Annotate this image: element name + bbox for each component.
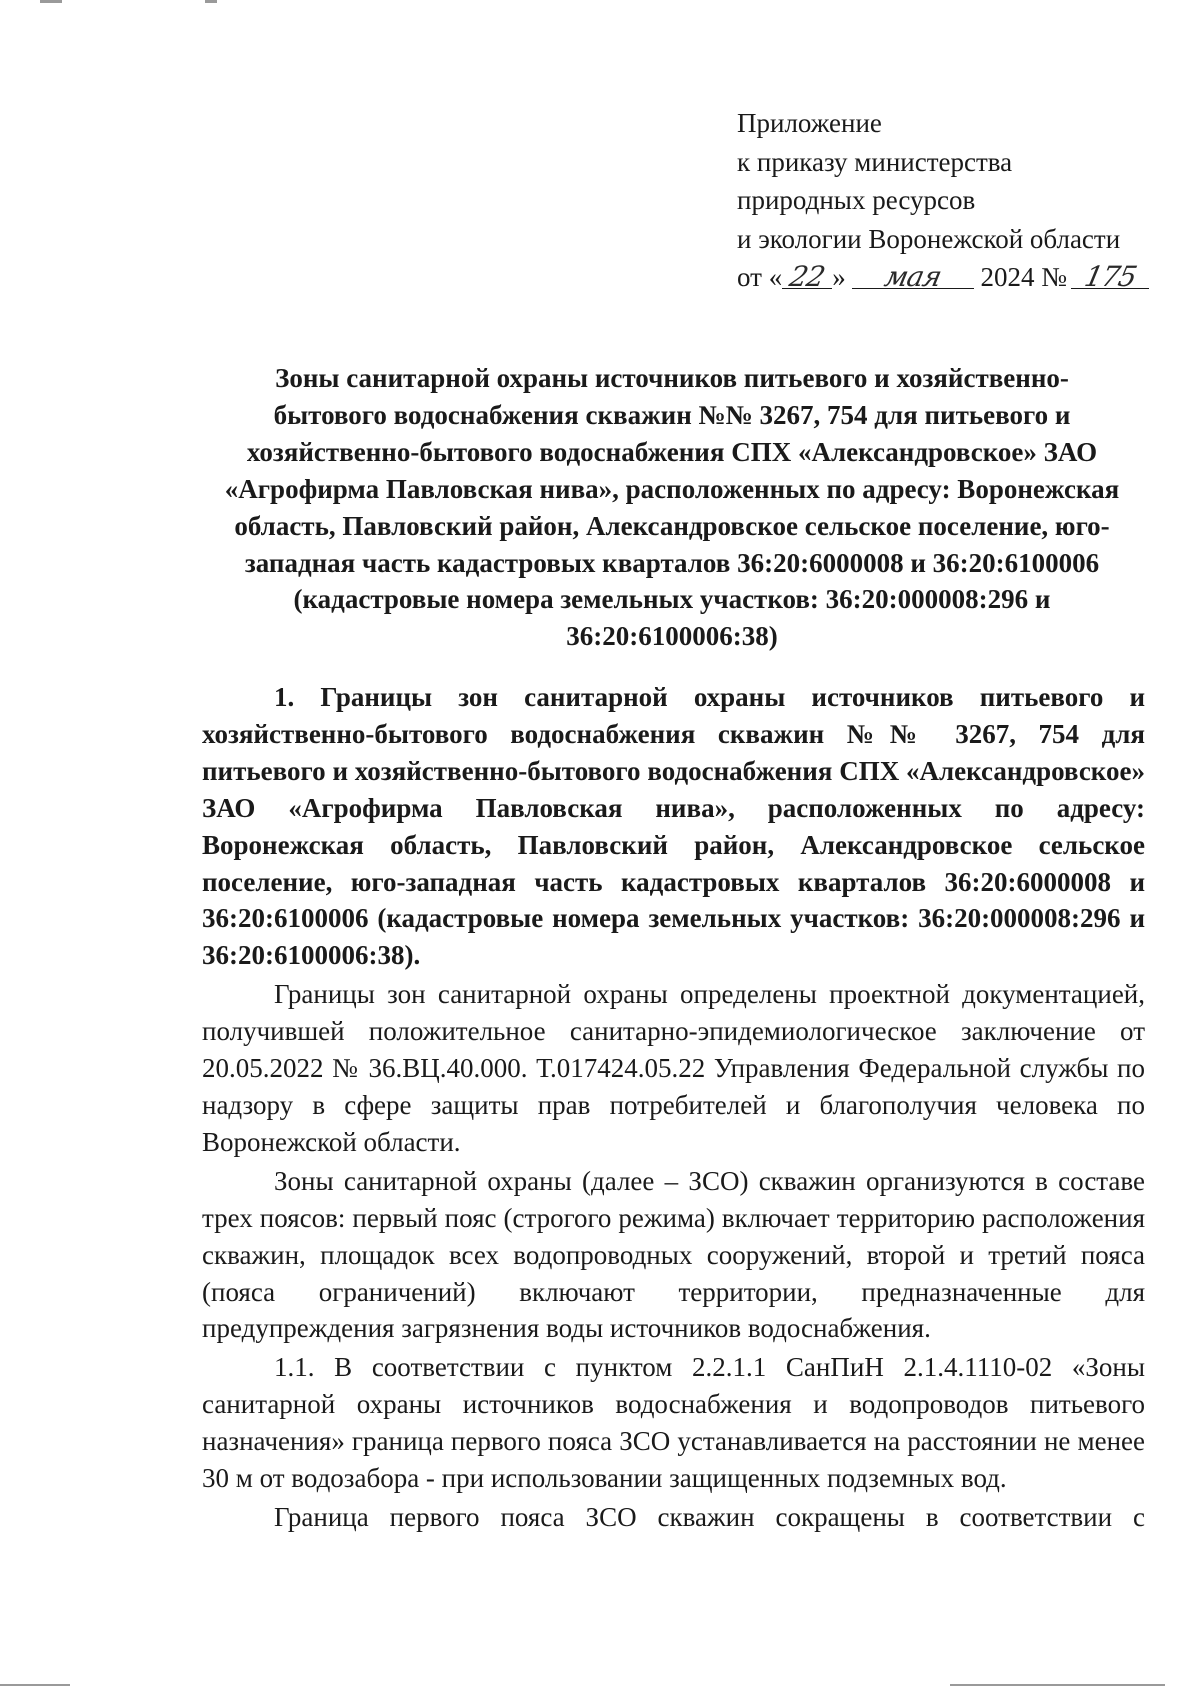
attachment-line: природных ресурсов [737, 185, 976, 215]
scan-artifact-bottom-right [950, 1684, 1165, 1686]
title-line: область, Павловский район, Александровское сельское поселение, юго- [234, 510, 1110, 541]
body-paragraph: 1.1. В соответствии с пунктом 2.2.1.1 СанПиН 2.1.4.1110-02 «Зоны санитарной охраны источников водоснабжения и водопроводов питьевого назначения» граница первого пояса ЗСО устанавливается на расстоянии не менее 30 м от водозабора - при использовании защищенных подземных вод. [202, 1352, 1145, 1494]
scan-artifact-bottom [0, 1684, 70, 1686]
scan-artifact-top-2 [205, 0, 217, 3]
attachment-line: и экологии Воронежской области [737, 223, 1121, 254]
date-day-field [782, 258, 832, 293]
date-year-number-label: 2024 № [980, 262, 1067, 292]
title-line: 36:20:6100006:38) [566, 621, 778, 652]
date-day-close: » [832, 262, 846, 292]
title-line: западная часть кадастровых кварталов 36:20:6000008 и 36:20:6100006 [244, 547, 1100, 578]
date-day-handwritten: 22 [787, 260, 828, 293]
order-date-line [737, 258, 1157, 297]
date-month-field [852, 258, 974, 293]
body-paragraph: Граница первого пояса ЗСО скважин сокращены в соответствии с [274, 1501, 1145, 1532]
attachment-line: Приложение [737, 108, 882, 138]
order-number-field [1071, 258, 1149, 293]
body-paragraph: Границы зон санитарной охраны определены проектной документацией, получившей положительное санитарно-эпидемиологическое заключение от 20.05.2022 № 36.ВЦ.40.000. Т.017424.05.22 Управления Федеральной службы по надзору в сфере защиты прав потребителей и благополучия человека по Воронежской области. [202, 979, 1145, 1157]
title-line: хозяйственно-бытового водоснабжения СПХ «Александровское» ЗАО [246, 436, 1098, 467]
attachment-block [737, 104, 1157, 297]
document-title [196, 360, 1148, 655]
scan-artifact-top [40, 0, 62, 3]
title-line: бытового водоснабжения скважин №№ 3267, 754 для питьевого и [273, 399, 1071, 430]
order-number-handwritten: 175 [1081, 260, 1139, 293]
document-body [202, 679, 1145, 1536]
attachment-line: к приказу министерства [737, 146, 1013, 177]
date-prefix: от « [737, 262, 783, 292]
title-line: Зоны санитарной охраны источников питьевого и хозяйственно- [275, 363, 1069, 393]
body-paragraph: Зоны санитарной охраны (далее – ЗСО) скважин организуются в составе трех поясов: первый пояс (строгого режима) включает территорию расположения скважин, площадок всех водопроводных сооружений, второй и третий пояса (пояса ограничений) включают территории, предназначенные для предупреждения загрязнения воды источников водоснабжения. [202, 1165, 1145, 1344]
section-heading: 1. Границы зон санитарной охраны источников питьевого и хозяйственно-бытового водоснабжения скважин №№ 3267, 754 для питьевого и хозяйственно-бытового водоснабжения СПХ «Александровское» ЗАО «Агрофирма Павловская нива», расположенных по адресу: Воронежская область, Павловский район, Александровское сельское поселение, юго-западная часть кадастровых кварталов 36:20:6000008 и 36:20:6100006 (кадастровые номера земельных участков: 36:20:000008:296 и 36:20:6100006:38). [202, 682, 1145, 971]
title-line: (кадастровые номера земельных участков: 36:20:000008:296 и [293, 584, 1051, 615]
date-month-handwritten: мая [881, 260, 945, 293]
title-line: «Агрофирма Павловская нива», расположенных по адресу: Воронежская [224, 473, 1120, 504]
